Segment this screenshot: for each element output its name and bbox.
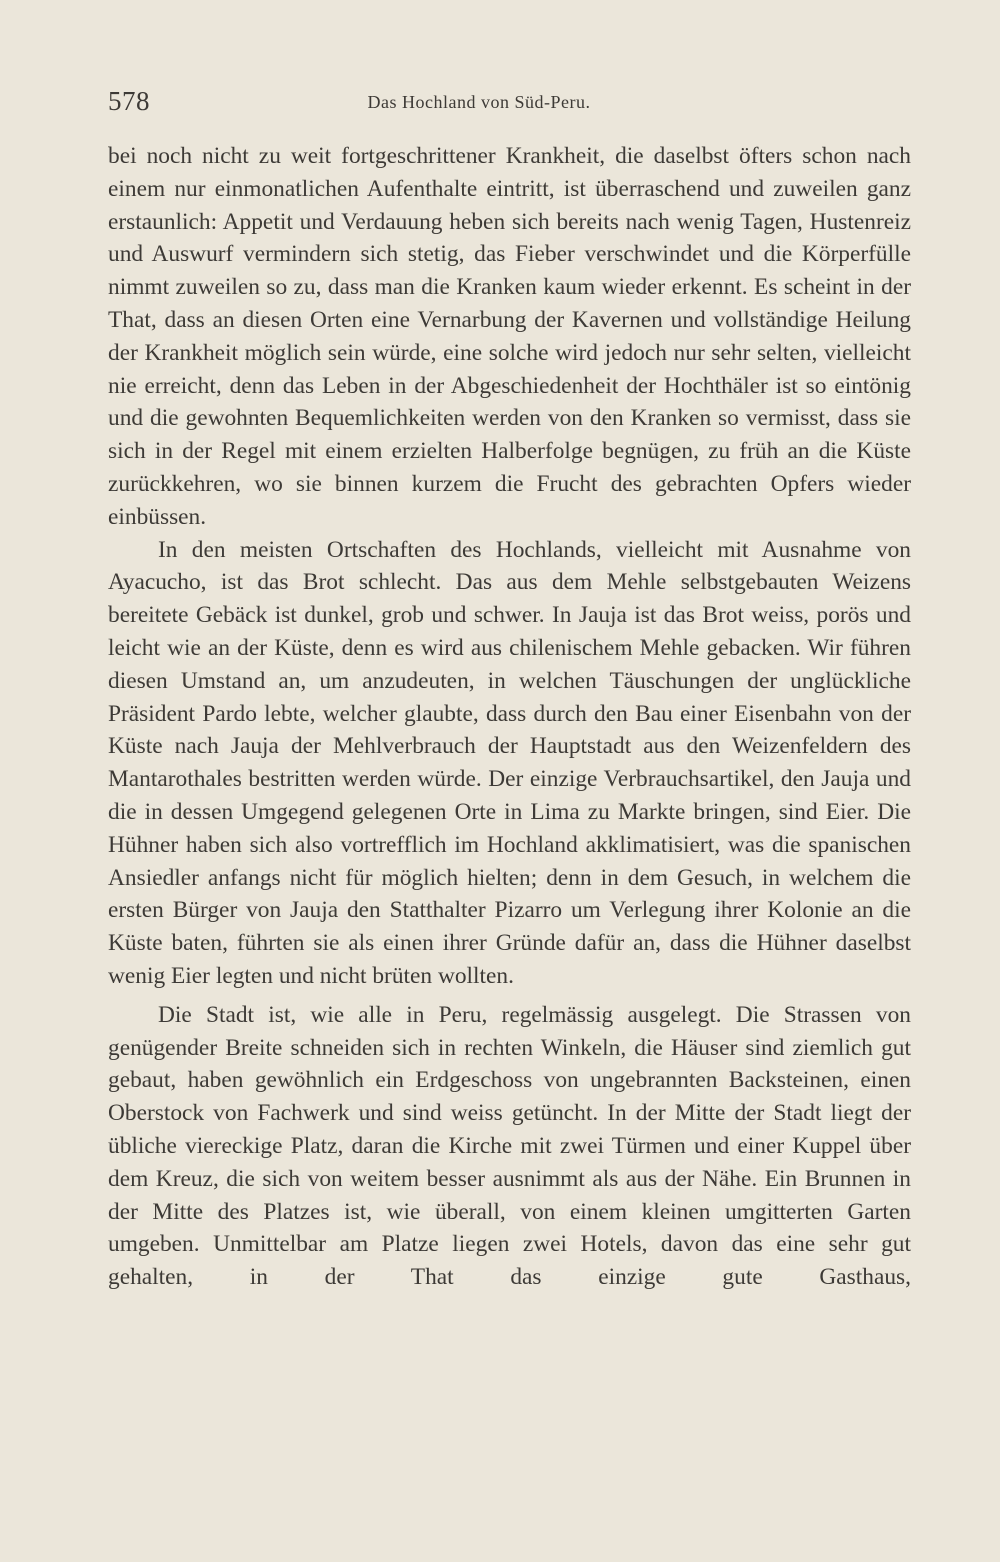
- page-header: [108, 86, 910, 122]
- page-number: 578: [108, 86, 150, 116]
- paragraph-bread: In den meisten Ortschaften des Hochlands, vielleicht mit Ausnahme von Ayacucho, ist das Brot schlecht. Das aus dem Mehle selbstgebauten Weizens bereitete Gebäck ist dunkel, grob und schwer. In Jauja ist das Brot weiss, porös und leicht wie an der Küste, denn es wird aus chilenischem Mehle gebacken. Wir führen diesen Umstand an, um anzudeuten, in welchen Täuschungen der unglückliche Präsident Pardo lebte, welcher glaubte, dass durch den Bau einer Eisenbahn von der Küste nach Jauja der Mehlverbrauch der Hauptstadt aus den Weizenfeldern des Mantarothales bestritten werden würde. Der einzige Verbrauchsartikel, den Jauja und die in dessen Umgegend gelegenen Orte in Lima zu Markte bringen, sind Eier. Die Hühner haben sich also vortrefflich im Hochland akklimatisiert, was die spanischen Ansiedler anfangs nicht für möglich hielten; denn in dem Gesuch, in welchem die ersten Bürger von Jauja den Statthalter Pizarro um Verlegung ihrer Kolonie an die Küste baten, führten sie als einen ihrer Gründe dafür an, dass die Hühner daselbst wenig Eier legten und nicht brüten wollten.: [108, 536, 911, 989]
- running-title: Das Hochland von Süd-Peru.: [367, 92, 591, 112]
- paragraph-continuation: bei noch nicht zu weit fortgeschrittener Krankheit, die daselbst öfters schon nach einem nur einmonatlichen Aufenthalte eintritt, ist überraschend und zuweilen ganz erstaunlich: Appetit und Verdauung heben sich bereits nach wenig Tagen, Hustenreiz und Auswurf vermindern sich stetig, das Fieber verschwindet und die Körperfülle nimmt zuweilen so zu, dass man die Kranken kaum wieder erkennt. Es scheint in der That, dass an diesen Orten eine Vernarbung der Kavernen und vollständige Heilung der Krankheit möglich sein würde, eine solche wird jedoch nur sehr selten, vielleicht nie erreicht, denn das Leben in der Abgeschiedenheit der Hochthäler ist so eintönig und die gewohnten Bequemlichkeiten werden von den Kranken so vermisst, dass sie sich in der Regel mit einem erzielten Halberfolge begnügen, zu früh an die Küste zurückkehren, wo sie binnen kurzem die Frucht des gebrachten Opfers wieder einbüssen.: [108, 143, 911, 530]
- paragraph-town: Die Stadt ist, wie alle in Peru, regelmässig ausgelegt. Die Strassen von genügender Breite schneiden sich in rechten Winkeln, die Häuser sind ziemlich gut gebaut, haben gewöhnlich ein Erdgeschoss von ungebrannten Backsteinen, einen Oberstock von Fachwerk und sind weiss getüncht. In der Mitte der Stadt liegt der übliche viereckige Platz, daran die Kirche mit zwei Türmen und einer Kuppel über dem Kreuz, die sich von weitem besser ausnimmt als aus der Nähe. Ein Brunnen in der Mitte des Platzes ist, wie überall, von einem kleinen umgitterten Garten umgeben. Unmittelbar am Platze liegen zwei Hotels, davon das eine sehr gut gehalten, in der That das einzige gute Gasthaus,: [108, 1001, 911, 1291]
- body-text: [108, 140, 911, 1294]
